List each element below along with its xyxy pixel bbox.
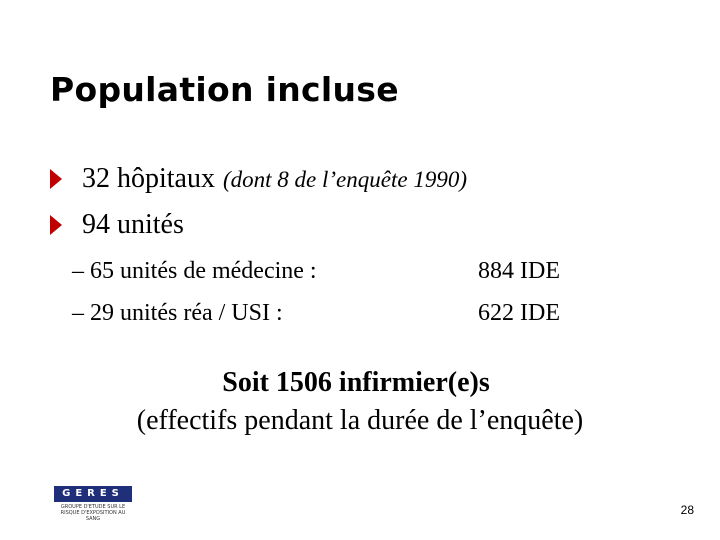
bullet-units bbox=[50, 209, 184, 241]
bullet-units-text: 94 unités bbox=[82, 209, 184, 240]
bullet-hospitals bbox=[50, 163, 467, 195]
geres-logo bbox=[54, 486, 132, 522]
sub-item-value: 622 IDE bbox=[478, 300, 560, 326]
sub-item-medicine bbox=[72, 258, 632, 285]
page-number: 28 bbox=[680, 503, 694, 517]
logo-name: GERES bbox=[54, 486, 132, 502]
summary-note: (effectifs pendant la durée de l’enquête) bbox=[136, 405, 584, 436]
sub-item-label: – 65 unités de médecine : bbox=[72, 258, 317, 284]
sub-item-label: – 29 unités réa / USI : bbox=[72, 300, 283, 326]
sub-item-icu bbox=[72, 300, 632, 327]
sub-item-value: 884 IDE bbox=[478, 258, 560, 284]
logo-subtitle: GROUPE D'ETUDE SUR LE RISQUE D'EXPOSITION AU SANG bbox=[60, 504, 126, 522]
bullet-hospitals-text: 32 hôpitaux bbox=[82, 163, 215, 194]
arrow-bullet-icon bbox=[50, 215, 62, 235]
bullet-hospitals-note: (dont 8 de l’enquête 1990) bbox=[223, 167, 467, 192]
summary-total: Soit 1506 infirmier(e)s bbox=[222, 367, 490, 398]
arrow-bullet-icon bbox=[50, 169, 62, 189]
slide-title: Population incluse bbox=[50, 70, 399, 109]
